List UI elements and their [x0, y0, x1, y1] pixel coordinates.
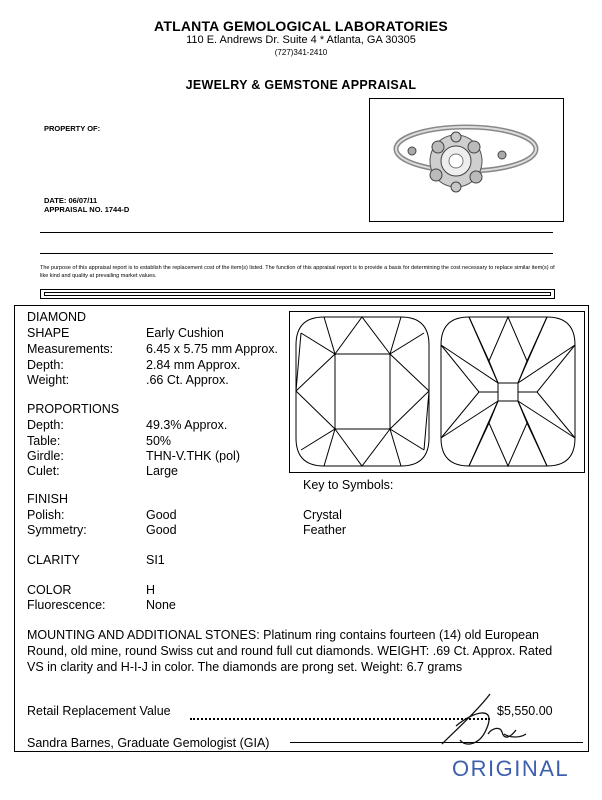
shape-value: Early Cushion — [146, 326, 224, 340]
girdle-label: Girdle: — [27, 449, 64, 463]
crown-view-diagram — [296, 317, 429, 466]
mounting-description: MOUNTING AND ADDITIONAL STONES: Platinum ring contains fourteen (14) old European Round, old mine, round Swiss cut and round full cut diamonds. WEIGHT: .69 Ct. Approx. Rated VS in clarity and H-I-J in color. The diamonds are prong set. Weight: 6.7 grams — [27, 628, 553, 674]
clarity-plot-diagram — [289, 311, 585, 473]
key-item-crystal: Crystal — [303, 508, 342, 522]
clarity-label: CLARITY — [27, 553, 80, 567]
key-item-feather: Feather — [303, 523, 347, 537]
company-phone: (727)341-2410 — [274, 48, 328, 57]
weight-label: Weight: — [27, 373, 70, 387]
weight-value: .66 Ct. Approx. — [146, 373, 229, 387]
company-address: 110 E. Andrews Dr. Suite 4 * Atlanta, GA 30305 — [186, 34, 416, 46]
blank-rule — [40, 232, 553, 233]
clarity-value: SI1 — [146, 553, 165, 567]
depth-label: Depth: — [27, 358, 64, 372]
key-heading: Key to Symbols: — [303, 478, 394, 492]
fluorescence-value: None — [146, 598, 176, 612]
appraisal-number: APPRAISAL NO. 1744-D — [44, 205, 130, 214]
proportions-heading: PROPORTIONS — [27, 402, 120, 416]
separator-bar — [40, 289, 555, 299]
measurements-value: 6.45 x 5.75 mm Approx. — [146, 342, 279, 356]
depth-value: 2.84 mm Approx. — [146, 358, 241, 372]
original-stamp: ORIGINAL — [452, 756, 570, 781]
table-label: Table: — [27, 434, 61, 448]
document-title: JEWELRY & GEMSTONE APPRAISAL — [185, 78, 417, 92]
finish-heading: FINISH — [27, 492, 68, 506]
purpose-statement: The purpose of this appraisal report is to establish the replacement cost of the item(s) listed. The function of this appraisal report is to provide a basis for determining the cost necessary to replace similar item(s) of like kind and quality at prevailing market values. — [40, 265, 555, 279]
symmetry-label: Symmetry: — [27, 523, 87, 537]
shape-label: SHAPE — [27, 326, 70, 340]
retail-label: Retail Replacement Value — [27, 704, 171, 718]
company-name: ATLANTA GEMOLOGICAL LABORATORIES — [154, 18, 448, 34]
culet-value: Large — [146, 464, 178, 478]
polish-label: Polish: — [27, 508, 65, 522]
ring-photo — [369, 98, 564, 222]
table-value: 50% — [146, 434, 172, 448]
ring-image — [370, 99, 563, 221]
girdle-value: THN-V.THK (pol) — [146, 449, 240, 463]
polish-value: Good — [146, 508, 177, 522]
blank-rule — [40, 253, 553, 254]
diamond-heading: DIAMOND — [27, 310, 87, 324]
property-of-label: PROPERTY OF: — [44, 124, 101, 133]
color-value: H — [146, 583, 156, 597]
prop-depth-label: Depth: — [27, 418, 64, 432]
gemologist-name: Sandra Barnes, Graduate Gemologist (GIA) — [27, 736, 270, 750]
signature-graphic — [420, 690, 530, 752]
culet-label: Culet: — [27, 464, 60, 478]
symmetry-value: Good — [146, 523, 177, 537]
pavilion-view-diagram — [441, 317, 575, 466]
retail-value: $5,550.00 — [497, 704, 553, 718]
appraisal-date: DATE: 06/07/11 — [44, 196, 98, 205]
prop-depth-value: 49.3% Approx. — [146, 418, 228, 432]
measurements-label: Measurements: — [27, 342, 114, 356]
fluorescence-label: Fluorescence: — [27, 598, 106, 612]
color-label: COLOR — [27, 583, 72, 597]
